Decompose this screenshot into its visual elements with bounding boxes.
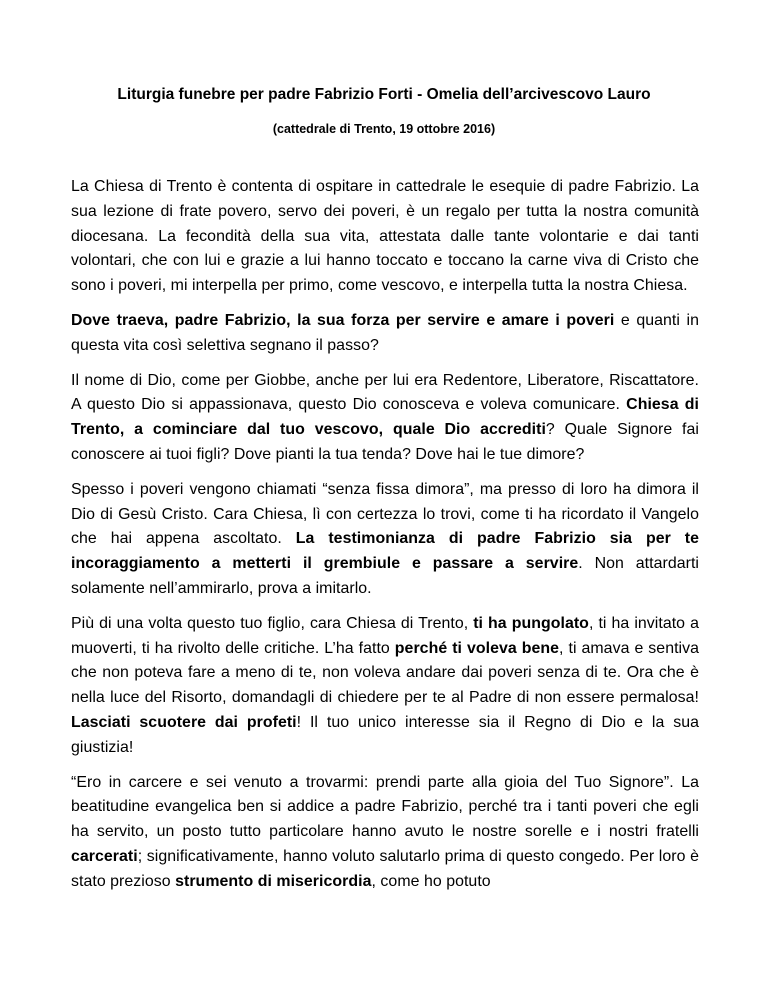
text-run: Spesso i poveri vengono chiamati “senza fissa dimora”, ma presso di loro ha dimora il Dio di Gesù Cristo. Cara Chiesa, lì con certezza lo trovi, come ti ha ricordato il Vangelo che hai appena ascoltato.	[71, 480, 699, 548]
text-run: , ti amava e sentiva che non poteva fare a meno di te, non voleva andare dai poveri senza di te. Ora che è nella luce del Risorto, domandagli di chiedere per te al Padre di non essere permalosa!	[71, 639, 700, 707]
bold-text-run: Dove traeva, padre Fabrizio, la sua forza per servire e amare i poveri	[71, 311, 615, 329]
bold-text-run: strumento di misericordia	[175, 872, 372, 890]
text-run: . Non attardarti solamente nell’ammirarlo, prova a imitarlo.	[71, 555, 699, 597]
paragraph	[71, 175, 699, 299]
bold-text-run: Lasciati scuotere dai profeti	[71, 713, 297, 731]
bold-text-run: ti ha pungolato	[473, 614, 589, 632]
document-subtitle: (cattedrale di Trento, 19 ottobre 2016)	[272, 122, 496, 136]
text-run: , come ho potuto	[371, 872, 491, 890]
bold-text-run: La testimonianza di padre Fabrizio sia per te incoraggiamento a metterti il grembiule e passare a servire	[71, 530, 700, 573]
paragraph	[71, 771, 699, 895]
paragraph	[71, 369, 699, 468]
bold-text-run: Chiesa di Trento, a cominciare dal tuo vescovo, quale Dio accrediti	[71, 396, 699, 439]
bold-text-run: perché ti voleva bene	[394, 639, 560, 657]
paragraph	[71, 612, 699, 761]
text-run: ; significativamente, hanno voluto salutarlo prima di questo congedo. Per loro è stato prezioso	[71, 847, 699, 890]
document-body	[71, 175, 699, 905]
paragraph	[71, 309, 699, 359]
text-run: “Ero in carcere e sei venuto a trovarmi: prendi parte alla gioia del Tuo Signore”. La beatitudine evangelica ben si addice a padre Fabrizio, perché tra i tanti poveri che egli ha servito, un posto tutto particolare hanno avuto le nostre sorelle e i nostri fratelli	[71, 773, 699, 841]
text-run: Il nome di Dio, come per Giobbe, anche per lui era Redentore, Liberatore, Riscattatore. A questo Dio si appassionava, questo Dio conosceva e voleva comunicare.	[71, 371, 699, 414]
text-run: e quanti in questa vita così selettiva segnano il passo?	[71, 311, 699, 354]
text-run: La Chiesa di Trento è contenta di ospitare in cattedrale le esequie di padre Fabrizio. La sua lezione di frate povero, servo dei poveri, è un regalo per tutta la nostra comunità diocesana. La fecondità della sua vita, attestata dalle tante volontarie e dai tanti volontari, che con lui e grazie a lui hanno toccato e toccano la carne viva di Cristo che sono i poveri, mi interpella per primo, come vescovo, e interpella tutta la nostra Chiesa.	[71, 178, 699, 295]
text-run: Più di una volta questo tuo figlio, cara Chiesa di Trento,	[71, 614, 474, 632]
document-title: Liturgia funebre per padre Fabrizio Forti - Omelia dell’arcivescovo Lauro	[117, 86, 651, 103]
paragraph	[71, 478, 699, 602]
text-run: ? Quale Signore fai conoscere ai tuoi figli? Dove pianti la tua tenda? Dove hai le tue dimore?	[71, 421, 699, 463]
text-run: , ti ha invitato a muoverti, ti ha rivolto delle critiche. L’ha fatto	[71, 614, 699, 657]
text-run: ! Il tuo unico interesse sia il Regno di Dio e la sua giustizia!	[71, 713, 699, 756]
bold-text-run: carcerati	[71, 847, 138, 865]
